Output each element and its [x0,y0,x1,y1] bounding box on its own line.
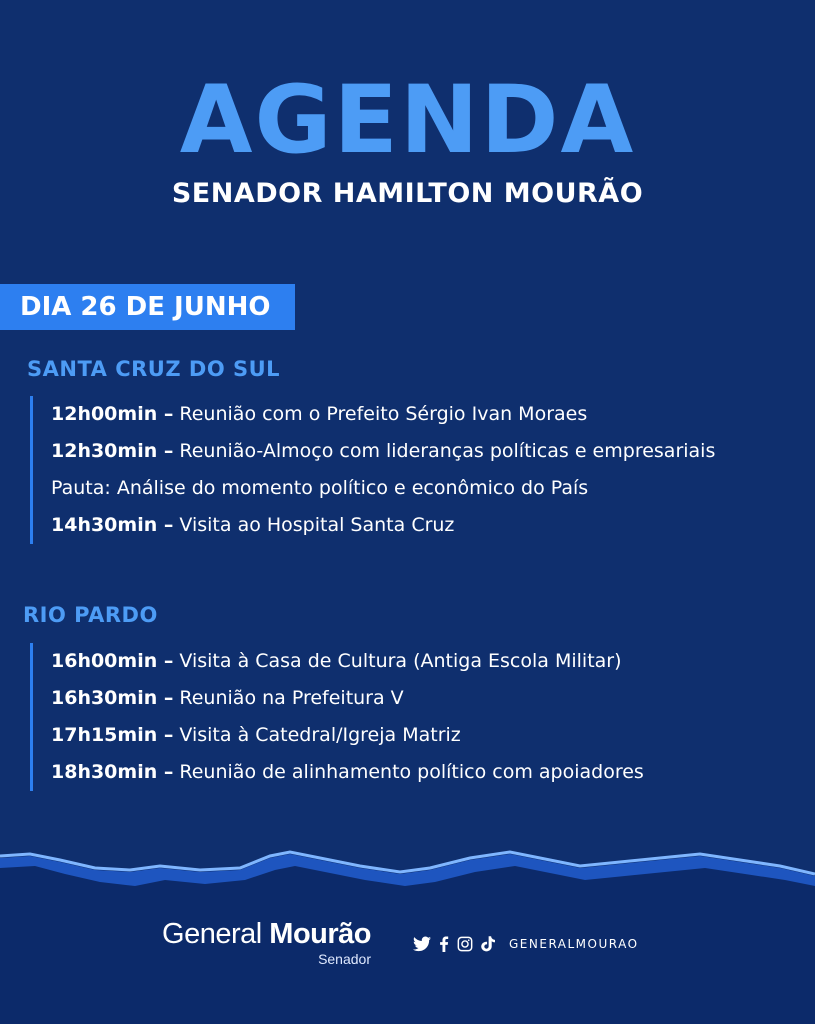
schedule-item [51,433,715,470]
schedule-text: Reunião-Almoço com lideranças políticas e empresariais [173,440,716,462]
twitter-icon[interactable] [413,936,431,952]
schedule-text: Reunião com o Prefeito Sérgio Ivan Moraes [173,403,588,425]
page-title: AGENDA [179,66,636,175]
schedule-text: Visita ao Hospital Santa Cruz [173,514,455,536]
logo-wordmark [143,920,371,949]
facebook-icon[interactable] [439,936,449,952]
date-badge: DIA 26 DE JUNHO [0,284,295,330]
logo-light-text: General [162,918,270,950]
schedule-time: 16h00min – [51,650,174,672]
logo-subtitle: Senador [318,951,371,967]
social-handle[interactable]: GENERALMOURAO [509,937,639,951]
schedule-time: 12h30min – [51,440,174,462]
schedule-item [51,680,644,717]
schedule-item [51,470,715,507]
schedule-list-santa-cruz [30,396,715,544]
schedule-text: Visita à Casa de Cultura (Antiga Escola Militar) [173,650,622,672]
footer-wave [0,850,815,1024]
schedule-time: 12h00min – [51,403,174,425]
schedule-time: 18h30min – [51,761,174,783]
instagram-icon[interactable] [457,936,473,952]
schedule-item [51,717,644,754]
schedule-text: Reunião de alinhamento político com apoiadores [173,761,644,783]
schedule-time: 16h30min – [51,687,174,709]
schedule-item [51,507,715,544]
schedule-text: Visita à Catedral/Igreja Matriz [173,724,461,746]
social-bar [413,933,639,955]
schedule-list-rio-pardo [30,643,644,791]
schedule-time: 17h15min – [51,724,174,746]
section-title-rio-pardo: RIO PARDO [23,603,158,627]
logo-bold-text: Mourão [269,918,371,950]
schedule-time: 14h30min – [51,514,174,536]
footer-logo [143,920,371,967]
section-title-santa-cruz: SANTA CRUZ DO SUL [27,357,281,381]
page-subtitle: SENADOR HAMILTON MOURÃO [171,178,644,209]
schedule-item [51,396,715,433]
schedule-text: Pauta: Análise do momento político e econômico do País [51,477,589,499]
schedule-item [51,754,644,791]
tiktok-icon[interactable] [481,936,495,952]
schedule-text: Reunião na Prefeitura V [173,687,404,709]
schedule-item [51,643,644,680]
